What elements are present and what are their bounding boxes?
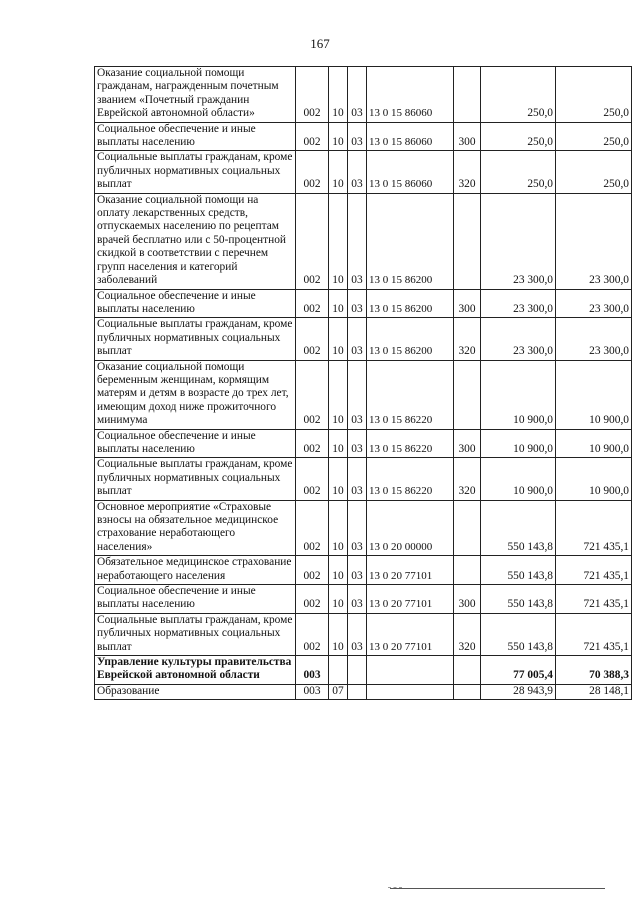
row-target-article-cell <box>367 684 454 699</box>
table-row <box>95 613 632 655</box>
row-subsection-cell: 03 <box>348 360 367 429</box>
table-row <box>95 193 632 289</box>
table-row <box>95 500 632 556</box>
row-name-cell: Оказание социальной помощи беременным женщинам, кормящим матерям и детям в возрасте до трех лет, имеющим доход ниже прожиточного минимума <box>95 360 296 429</box>
table-row <box>95 585 632 614</box>
row-expense-type-cell: 300 <box>454 289 481 318</box>
table-row <box>95 656 632 685</box>
row-amount-year1-cell: 10 900,0 <box>481 458 556 500</box>
row-name-cell: Образование <box>95 684 296 699</box>
row-name-cell: Социальное обеспечение и иные выплаты населению <box>95 122 296 151</box>
row-grbs-cell: 002 <box>296 318 329 360</box>
row-section-cell: 10 <box>329 556 348 585</box>
row-expense-type-cell: 320 <box>454 151 481 193</box>
row-section-cell: 10 <box>329 289 348 318</box>
row-name-cell: Обязательное медицинское страхование неработающего населения <box>95 556 296 585</box>
row-name-cell: Управление культуры правительства Еврейской автономной области <box>95 656 296 685</box>
budget-table <box>94 66 632 700</box>
row-name-cell: Социальные выплаты гражданам, кроме публичных нормативных социальных выплат <box>95 613 296 655</box>
row-expense-type-cell <box>454 360 481 429</box>
row-name-cell: Социальное обеспечение и иные выплаты населению <box>95 289 296 318</box>
row-subsection-cell <box>348 656 367 685</box>
row-grbs-cell: 002 <box>296 151 329 193</box>
row-subsection-cell: 03 <box>348 556 367 585</box>
row-section-cell: 10 <box>329 151 348 193</box>
row-name-cell: Социальные выплаты гражданам, кроме публичных нормативных социальных выплат <box>95 318 296 360</box>
row-amount-year2-cell: 10 900,0 <box>556 360 632 429</box>
row-section-cell: 10 <box>329 613 348 655</box>
row-expense-type-cell <box>454 556 481 585</box>
table-row <box>95 360 632 429</box>
row-target-article-cell: 13 0 20 00000 <box>367 500 454 556</box>
row-subsection-cell <box>348 684 367 699</box>
row-expense-type-cell <box>454 684 481 699</box>
row-section-cell: 10 <box>329 360 348 429</box>
row-amount-year1-cell: 250,0 <box>481 122 556 151</box>
row-target-article-cell: 13 0 20 77101 <box>367 613 454 655</box>
row-section-cell: 10 <box>329 193 348 289</box>
row-expense-type-cell: 300 <box>454 585 481 614</box>
row-target-article-cell: 13 0 15 86060 <box>367 151 454 193</box>
row-amount-year1-cell: 10 900,0 <box>481 360 556 429</box>
row-amount-year1-cell: 550 143,8 <box>481 585 556 614</box>
table-row <box>95 67 632 123</box>
row-grbs-cell: 002 <box>296 193 329 289</box>
row-expense-type-cell: 300 <box>454 122 481 151</box>
row-target-article-cell <box>367 656 454 685</box>
row-amount-year1-cell: 250,0 <box>481 151 556 193</box>
row-grbs-cell: 002 <box>296 458 329 500</box>
row-amount-year2-cell: 10 900,0 <box>556 429 632 458</box>
row-section-cell: 10 <box>329 585 348 614</box>
row-section-cell: 10 <box>329 500 348 556</box>
row-amount-year2-cell: 250,0 <box>556 151 632 193</box>
table-row <box>95 151 632 193</box>
row-grbs-cell: 002 <box>296 122 329 151</box>
row-expense-type-cell <box>454 500 481 556</box>
row-amount-year1-cell: 23 300,0 <box>481 289 556 318</box>
table-row <box>95 458 632 500</box>
table-row <box>95 318 632 360</box>
row-amount-year1-cell: 23 300,0 <box>481 318 556 360</box>
row-target-article-cell: 13 0 20 77101 <box>367 556 454 585</box>
row-subsection-cell: 03 <box>348 613 367 655</box>
row-grbs-cell: 002 <box>296 613 329 655</box>
row-name-cell: Социальное обеспечение и иные выплаты населению <box>95 585 296 614</box>
row-amount-year1-cell: 23 300,0 <box>481 193 556 289</box>
row-subsection-cell: 03 <box>348 122 367 151</box>
row-section-cell: 10 <box>329 122 348 151</box>
row-target-article-cell: 13 0 15 86200 <box>367 289 454 318</box>
row-expense-type-cell <box>454 67 481 123</box>
row-target-article-cell: 13 0 15 86220 <box>367 429 454 458</box>
row-expense-type-cell: 320 <box>454 458 481 500</box>
row-subsection-cell: 03 <box>348 429 367 458</box>
row-expense-type-cell <box>454 193 481 289</box>
row-amount-year2-cell: 28 148,1 <box>556 684 632 699</box>
row-grbs-cell: 002 <box>296 289 329 318</box>
row-amount-year2-cell: 250,0 <box>556 67 632 123</box>
row-amount-year2-cell: 721 435,1 <box>556 613 632 655</box>
table-row <box>95 684 632 699</box>
row-grbs-cell: 003 <box>296 656 329 685</box>
row-expense-type-cell <box>454 656 481 685</box>
row-target-article-cell: 13 0 15 86200 <box>367 193 454 289</box>
row-target-article-cell: 13 0 20 77101 <box>367 585 454 614</box>
row-amount-year1-cell: 250,0 <box>481 67 556 123</box>
footer-line <box>390 888 605 889</box>
row-target-article-cell: 13 0 15 86220 <box>367 360 454 429</box>
row-amount-year1-cell: 10 900,0 <box>481 429 556 458</box>
row-amount-year2-cell: 10 900,0 <box>556 458 632 500</box>
row-name-cell: Социальные выплаты гражданам, кроме публичных нормативных социальных выплат <box>95 151 296 193</box>
row-amount-year2-cell: 23 300,0 <box>556 193 632 289</box>
row-amount-year1-cell: 77 005,4 <box>481 656 556 685</box>
row-grbs-cell: 002 <box>296 500 329 556</box>
row-amount-year2-cell: 721 435,1 <box>556 585 632 614</box>
row-target-article-cell: 13 0 15 86060 <box>367 122 454 151</box>
row-amount-year1-cell: 550 143,8 <box>481 500 556 556</box>
row-grbs-cell: 002 <box>296 67 329 123</box>
row-expense-type-cell: 300 <box>454 429 481 458</box>
table-row <box>95 122 632 151</box>
row-amount-year2-cell: 721 435,1 <box>556 556 632 585</box>
row-target-article-cell: 13 0 15 86200 <box>367 318 454 360</box>
row-section-cell: 10 <box>329 67 348 123</box>
row-grbs-cell: 002 <box>296 585 329 614</box>
row-amount-year2-cell: 23 300,0 <box>556 318 632 360</box>
row-subsection-cell: 03 <box>348 289 367 318</box>
table-row <box>95 429 632 458</box>
page-number: 167 <box>310 36 330 51</box>
row-subsection-cell: 03 <box>348 458 367 500</box>
row-section-cell: 10 <box>329 429 348 458</box>
row-name-cell: Оказание социальной помощи гражданам, награжденным почетным званием «Почетный гражданин Еврейской автономной области» <box>95 67 296 123</box>
row-section-cell: 07 <box>329 684 348 699</box>
row-subsection-cell: 03 <box>348 500 367 556</box>
row-subsection-cell: 03 <box>348 151 367 193</box>
row-section-cell: 10 <box>329 458 348 500</box>
row-amount-year1-cell: 28 943,9 <box>481 684 556 699</box>
row-amount-year2-cell: 721 435,1 <box>556 500 632 556</box>
row-subsection-cell: 03 <box>348 318 367 360</box>
row-grbs-cell: 002 <box>296 556 329 585</box>
row-grbs-cell: 002 <box>296 429 329 458</box>
budget-table-body <box>95 67 632 700</box>
row-grbs-cell: 003 <box>296 684 329 699</box>
row-target-article-cell: 13 0 15 86220 <box>367 458 454 500</box>
table-row <box>95 556 632 585</box>
row-target-article-cell: 13 0 15 86060 <box>367 67 454 123</box>
row-name-cell: Социальные выплаты гражданам, кроме публичных нормативных социальных выплат <box>95 458 296 500</box>
row-expense-type-cell: 320 <box>454 613 481 655</box>
row-amount-year2-cell: 23 300,0 <box>556 289 632 318</box>
row-amount-year1-cell: 550 143,8 <box>481 556 556 585</box>
row-section-cell <box>329 656 348 685</box>
row-name-cell: Оказание социальной помощи на оплату лекарственных средств, отпускаемых населению по рецептам врачей бесплатно или с 50-процентной скидкой в соответствии с перечнем групп населения и категорий заболеваний <box>95 193 296 289</box>
row-expense-type-cell: 320 <box>454 318 481 360</box>
row-name-cell: Социальное обеспечение и иные выплаты населению <box>95 429 296 458</box>
row-name-cell: Основное мероприятие «Страховые взносы на обязательное медицинское страхование неработающего населения» <box>95 500 296 556</box>
row-subsection-cell: 03 <box>348 585 367 614</box>
row-amount-year1-cell: 550 143,8 <box>481 613 556 655</box>
row-section-cell: 10 <box>329 318 348 360</box>
row-grbs-cell: 002 <box>296 360 329 429</box>
row-subsection-cell: 03 <box>348 193 367 289</box>
row-amount-year2-cell: 250,0 <box>556 122 632 151</box>
row-subsection-cell: 03 <box>348 67 367 123</box>
table-row <box>95 289 632 318</box>
row-amount-year2-cell: 70 388,3 <box>556 656 632 685</box>
